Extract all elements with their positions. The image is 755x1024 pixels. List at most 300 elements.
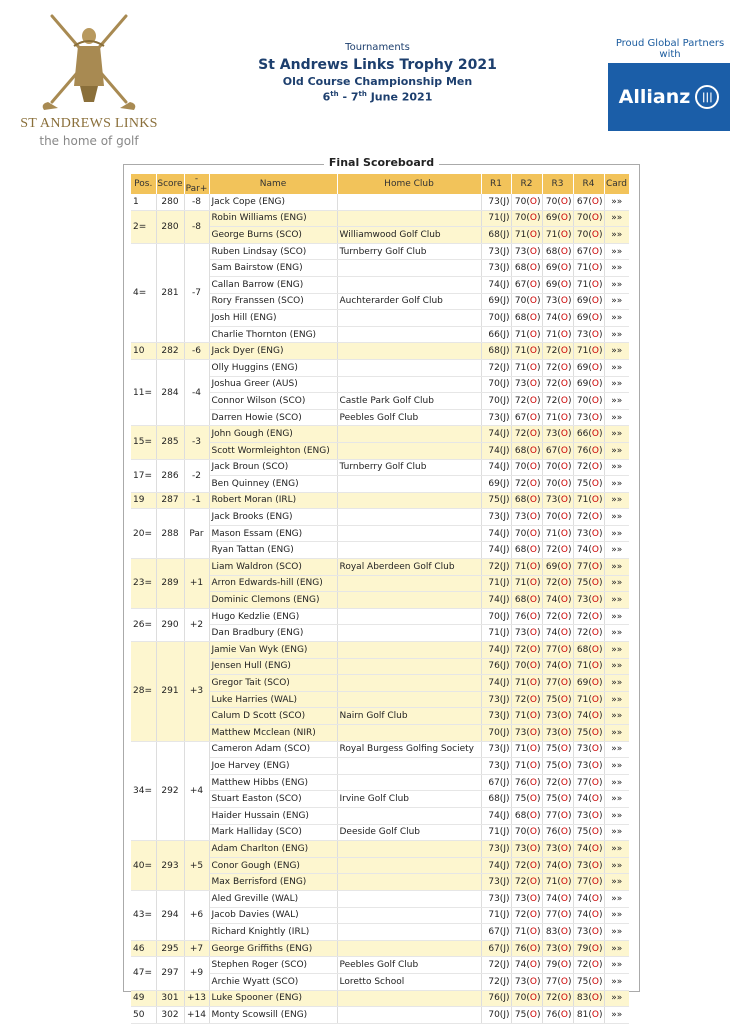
player-row	[131, 194, 629, 210]
group-par: -8	[184, 194, 209, 210]
scorecard-link[interactable]: »»	[604, 426, 629, 443]
round-1-score: 73(J)	[481, 890, 511, 907]
logo-brand-text: ST ANDREWS LINKS	[20, 116, 158, 131]
player-name: Joe Harvey (ENG)	[209, 758, 337, 775]
round-3-score: 74(O)	[542, 857, 573, 874]
round-3-score: 74(O)	[542, 625, 573, 642]
player-row	[131, 608, 629, 625]
round-4-score: 73(O)	[573, 857, 604, 874]
group-pos: 43=	[131, 890, 156, 940]
group-par: -1	[184, 492, 209, 509]
round-3-score: 67(O)	[542, 442, 573, 459]
scoreboard-header-row	[131, 174, 629, 194]
scorecard-link[interactable]: »»	[604, 293, 629, 310]
group-par: +1	[184, 559, 209, 609]
round-3-score: 72(O)	[542, 608, 573, 625]
round-1-score: 70(J)	[481, 608, 511, 625]
home-club: Royal Aberdeen Golf Club	[337, 559, 481, 576]
round-2-score: 72(O)	[511, 691, 542, 708]
round-3-score: 77(O)	[542, 907, 573, 924]
scorecard-link[interactable]: »»	[604, 359, 629, 376]
home-club	[337, 807, 481, 824]
scorecard-link[interactable]: »»	[604, 708, 629, 725]
round-4-score: 71(O)	[573, 343, 604, 360]
player-name: Haider Hussain (ENG)	[209, 807, 337, 824]
scorecard-link[interactable]: »»	[604, 890, 629, 907]
round-2-score: 68(O)	[511, 592, 542, 609]
round-1-score: 76(J)	[481, 990, 511, 1007]
column-header: Score	[156, 174, 184, 194]
round-1-score: 72(J)	[481, 359, 511, 376]
home-club	[337, 359, 481, 376]
scorecard-link[interactable]: »»	[604, 824, 629, 841]
scorecard-link[interactable]: »»	[604, 343, 629, 360]
round-2-score: 71(O)	[511, 741, 542, 758]
column-header: R2	[511, 174, 542, 194]
round-3-score: 72(O)	[542, 990, 573, 1007]
round-1-score: 73(J)	[481, 260, 511, 277]
group-par: +9	[184, 957, 209, 990]
round-1-score: 70(J)	[481, 725, 511, 742]
home-club	[337, 642, 481, 659]
group-score: 282	[156, 343, 184, 360]
round-2-score: 73(O)	[511, 625, 542, 642]
scorecard-link[interactable]: »»	[604, 691, 629, 708]
round-1-score: 70(J)	[481, 1007, 511, 1024]
round-2-score: 71(O)	[511, 708, 542, 725]
round-1-score: 68(J)	[481, 791, 511, 808]
partner-text: Proud Global Partners with	[615, 38, 725, 60]
home-club	[337, 841, 481, 858]
round-2-score: 73(O)	[511, 725, 542, 742]
group-par: +6	[184, 890, 209, 940]
logo-tagline: the home of golf	[39, 134, 139, 148]
player-row	[131, 492, 629, 509]
round-1-score: 74(J)	[481, 426, 511, 443]
home-club	[337, 260, 481, 277]
scorecard-link[interactable]: »»	[604, 310, 629, 327]
round-3-score: 69(O)	[542, 210, 573, 227]
scorecard-link[interactable]: »»	[604, 442, 629, 459]
round-3-score: 73(O)	[542, 293, 573, 310]
round-4-score: 72(O)	[573, 459, 604, 476]
player-row	[131, 642, 629, 659]
column-header: Pos.	[131, 174, 156, 194]
player-row	[131, 741, 629, 758]
round-1-score: 69(J)	[481, 476, 511, 493]
round-2-score: 72(O)	[511, 642, 542, 659]
round-4-score: 74(O)	[573, 708, 604, 725]
round-3-score: 77(O)	[542, 675, 573, 692]
group-par: -8	[184, 210, 209, 243]
round-1-score: 70(J)	[481, 393, 511, 410]
home-club	[337, 310, 481, 327]
group-par: +2	[184, 608, 209, 641]
round-2-score: 72(O)	[511, 907, 542, 924]
round-1-score: 73(J)	[481, 194, 511, 210]
round-4-score: 72(O)	[573, 625, 604, 642]
round-3-score: 70(O)	[542, 194, 573, 210]
home-club	[337, 608, 481, 625]
round-4-score: 83(O)	[573, 990, 604, 1007]
round-3-score: 72(O)	[542, 359, 573, 376]
player-name: Jacob Davies (WAL)	[209, 907, 337, 924]
group-par: +3	[184, 642, 209, 742]
scorecard-link[interactable]: »»	[604, 276, 629, 293]
round-1-score: 67(J)	[481, 774, 511, 791]
round-3-score: 70(O)	[542, 476, 573, 493]
round-4-score: 69(O)	[573, 310, 604, 327]
player-row	[131, 559, 629, 576]
scorecard-link[interactable]: »»	[604, 194, 629, 210]
round-1-score: 74(J)	[481, 857, 511, 874]
home-club: Deeside Golf Club	[337, 824, 481, 841]
group-pos: 49	[131, 990, 156, 1007]
round-2-score: 68(O)	[511, 442, 542, 459]
round-2-score: 72(O)	[511, 857, 542, 874]
group-pos: 34=	[131, 741, 156, 841]
round-4-score: 73(O)	[573, 326, 604, 343]
round-3-score: 69(O)	[542, 559, 573, 576]
round-4-score: 69(O)	[573, 376, 604, 393]
scorecard-link[interactable]: »»	[604, 210, 629, 227]
tournament-header	[200, 42, 555, 104]
scorecard-link[interactable]: »»	[604, 807, 629, 824]
player-name: Calum D Scott (SCO)	[209, 708, 337, 725]
event-subtitle: Old Course Championship Men	[282, 75, 473, 88]
player-name: Richard Knightly (IRL)	[209, 924, 337, 941]
player-name: Luke Spooner (ENG)	[209, 990, 337, 1007]
group-score: 291	[156, 642, 184, 742]
player-name: Josh Hill (ENG)	[209, 310, 337, 327]
scorecard-link[interactable]: »»	[604, 924, 629, 941]
group-par: +14	[184, 1007, 209, 1024]
player-name: Monty Scowsill (ENG)	[209, 1007, 337, 1024]
scorecard-link[interactable]: »»	[604, 874, 629, 891]
player-name: John Gough (ENG)	[209, 426, 337, 443]
scorecard-link[interactable]: »»	[604, 741, 629, 758]
round-3-score: 69(O)	[542, 276, 573, 293]
round-3-score: 73(O)	[542, 708, 573, 725]
player-row	[131, 210, 629, 227]
group-pos: 1	[131, 194, 156, 210]
round-1-score: 73(J)	[481, 409, 511, 426]
round-1-score: 72(J)	[481, 559, 511, 576]
scorecard-link[interactable]: »»	[604, 725, 629, 742]
round-2-score: 68(O)	[511, 807, 542, 824]
round-1-score: 71(J)	[481, 210, 511, 227]
scorecard-link[interactable]: »»	[604, 409, 629, 426]
allianz-logo[interactable]: Allianz |||	[608, 63, 730, 131]
round-1-score: 74(J)	[481, 675, 511, 692]
player-name: Hugo Kedzlie (ENG)	[209, 608, 337, 625]
scorecard-link[interactable]: »»	[604, 957, 629, 974]
home-club	[337, 758, 481, 775]
home-club	[337, 492, 481, 509]
scorecard-link[interactable]: »»	[604, 907, 629, 924]
round-2-score: 71(O)	[511, 559, 542, 576]
round-2-score: 71(O)	[511, 359, 542, 376]
round-4-score: 73(O)	[573, 525, 604, 542]
round-4-score: 74(O)	[573, 907, 604, 924]
player-name: Stephen Roger (SCO)	[209, 957, 337, 974]
round-4-score: 69(O)	[573, 293, 604, 310]
scorecard-link[interactable]: »»	[604, 608, 629, 625]
scorecard-link[interactable]: »»	[604, 774, 629, 791]
round-4-score: 75(O)	[573, 725, 604, 742]
round-4-score: 74(O)	[573, 841, 604, 858]
round-2-score: 70(O)	[511, 824, 542, 841]
player-name: Ryan Tattan (ENG)	[209, 542, 337, 559]
group-pos: 47=	[131, 957, 156, 990]
round-4-score: 73(O)	[573, 807, 604, 824]
home-club	[337, 675, 481, 692]
round-3-score: 73(O)	[542, 940, 573, 957]
round-3-score: 77(O)	[542, 973, 573, 990]
round-3-score: 79(O)	[542, 957, 573, 974]
round-4-score: 71(O)	[573, 276, 604, 293]
group-score: 294	[156, 890, 184, 940]
round-1-score: 69(J)	[481, 293, 511, 310]
round-1-score: 73(J)	[481, 758, 511, 775]
home-club: Turnberry Golf Club	[337, 243, 481, 260]
home-club	[337, 691, 481, 708]
round-4-score: 69(O)	[573, 359, 604, 376]
group-par: -3	[184, 426, 209, 459]
scorecard-link[interactable]: »»	[604, 575, 629, 592]
player-name: Stuart Easton (SCO)	[209, 791, 337, 808]
home-club	[337, 658, 481, 675]
scorecard-link[interactable]: »»	[604, 326, 629, 343]
scorecard-link[interactable]: »»	[604, 476, 629, 493]
group-pos: 17=	[131, 459, 156, 492]
group-score: 292	[156, 741, 184, 841]
scorecard-link[interactable]: »»	[604, 990, 629, 1007]
scorecard-link[interactable]: »»	[604, 393, 629, 410]
player-name: Arron Edwards-hill (ENG)	[209, 575, 337, 592]
round-4-score: 81(O)	[573, 1007, 604, 1024]
group-pos: 4=	[131, 243, 156, 343]
home-club: Castle Park Golf Club	[337, 393, 481, 410]
round-3-score: 73(O)	[542, 841, 573, 858]
round-2-score: 68(O)	[511, 260, 542, 277]
player-name: George Burns (SCO)	[209, 227, 337, 244]
scorecard-link[interactable]: »»	[604, 625, 629, 642]
round-3-score: 72(O)	[542, 575, 573, 592]
scorecard-link[interactable]: »»	[604, 525, 629, 542]
home-club: Peebles Golf Club	[337, 957, 481, 974]
round-3-score: 72(O)	[542, 376, 573, 393]
player-name: Jack Broun (SCO)	[209, 459, 337, 476]
round-1-score: 70(J)	[481, 310, 511, 327]
group-score: 289	[156, 559, 184, 609]
scorecard-link[interactable]: »»	[604, 509, 629, 526]
round-3-score: 75(O)	[542, 791, 573, 808]
round-3-score: 72(O)	[542, 393, 573, 410]
group-par: Par	[184, 509, 209, 559]
round-3-score: 74(O)	[542, 658, 573, 675]
home-club	[337, 1007, 481, 1024]
round-4-score: 68(O)	[573, 642, 604, 659]
column-header: R3	[542, 174, 573, 194]
column-header: Card	[604, 174, 629, 194]
partner-banner[interactable]	[606, 38, 734, 131]
round-2-score: 71(O)	[511, 675, 542, 692]
group-score: 290	[156, 608, 184, 641]
scorecard-link[interactable]: »»	[604, 542, 629, 559]
scorecard-link[interactable]: »»	[604, 459, 629, 476]
scorecard-link[interactable]: »»	[604, 642, 629, 659]
player-row	[131, 957, 629, 974]
scoreboard-title: Final Scoreboard	[324, 156, 439, 169]
player-name: Jack Cope (ENG)	[209, 194, 337, 210]
group-par: -4	[184, 359, 209, 425]
round-3-score: 71(O)	[542, 326, 573, 343]
round-1-score: 71(J)	[481, 907, 511, 924]
group-score: 285	[156, 426, 184, 459]
round-1-score: 74(J)	[481, 542, 511, 559]
round-2-score: 71(O)	[511, 326, 542, 343]
player-name: Robin Williams (ENG)	[209, 210, 337, 227]
player-row	[131, 243, 629, 260]
group-par: +13	[184, 990, 209, 1007]
scorecard-link[interactable]: »»	[604, 791, 629, 808]
scorecard-link[interactable]: »»	[604, 973, 629, 990]
round-1-score: 74(J)	[481, 642, 511, 659]
round-2-score: 67(O)	[511, 409, 542, 426]
player-name: Aled Greville (WAL)	[209, 890, 337, 907]
round-2-score: 72(O)	[511, 874, 542, 891]
round-1-score: 73(J)	[481, 708, 511, 725]
scorecard-link[interactable]: »»	[604, 1007, 629, 1024]
round-4-score: 71(O)	[573, 260, 604, 277]
round-2-score: 73(O)	[511, 376, 542, 393]
group-score: 286	[156, 459, 184, 492]
round-2-score: 74(O)	[511, 957, 542, 974]
player-name: Jack Dyer (ENG)	[209, 343, 337, 360]
round-4-score: 74(O)	[573, 890, 604, 907]
round-3-score: 70(O)	[542, 509, 573, 526]
round-2-score: 68(O)	[511, 310, 542, 327]
player-name: Conor Gough (ENG)	[209, 857, 337, 874]
round-2-score: 71(O)	[511, 227, 542, 244]
group-score: 301	[156, 990, 184, 1007]
round-1-score: 74(J)	[481, 459, 511, 476]
player-name: Matthew Mcclean (NIR)	[209, 725, 337, 742]
group-score: 281	[156, 243, 184, 343]
round-4-score: 71(O)	[573, 492, 604, 509]
round-4-score: 75(O)	[573, 824, 604, 841]
group-score: 293	[156, 841, 184, 891]
scorecard-link[interactable]: »»	[604, 243, 629, 260]
player-name: Mason Essam (ENG)	[209, 525, 337, 542]
player-name: Olly Huggins (ENG)	[209, 359, 337, 376]
round-1-score: 72(J)	[481, 973, 511, 990]
scorecard-link[interactable]: »»	[604, 675, 629, 692]
round-3-score: 75(O)	[542, 758, 573, 775]
scorecard-link[interactable]: »»	[604, 227, 629, 244]
player-name: Joshua Greer (AUS)	[209, 376, 337, 393]
group-pos: 46	[131, 940, 156, 957]
scorecard-link[interactable]: »»	[604, 841, 629, 858]
player-name: Liam Waldron (SCO)	[209, 559, 337, 576]
home-club	[337, 542, 481, 559]
round-1-score: 71(J)	[481, 824, 511, 841]
home-club	[337, 857, 481, 874]
round-3-score: 71(O)	[542, 409, 573, 426]
round-2-score: 73(O)	[511, 243, 542, 260]
player-name: George Griffiths (ENG)	[209, 940, 337, 957]
home-club	[337, 725, 481, 742]
player-name: Ruben Lindsay (SCO)	[209, 243, 337, 260]
group-score: 297	[156, 957, 184, 990]
round-4-score: 71(O)	[573, 658, 604, 675]
round-1-score: 74(J)	[481, 592, 511, 609]
round-1-score: 73(J)	[481, 741, 511, 758]
scorecard-link[interactable]: »»	[604, 857, 629, 874]
round-4-score: 67(O)	[573, 194, 604, 210]
home-club	[337, 476, 481, 493]
scorecard-link[interactable]: »»	[604, 376, 629, 393]
home-club	[337, 774, 481, 791]
round-1-score: 71(J)	[481, 575, 511, 592]
round-4-score: 73(O)	[573, 758, 604, 775]
player-name: Max Berrisford (ENG)	[209, 874, 337, 891]
group-pos: 10	[131, 343, 156, 360]
round-3-score: 72(O)	[542, 542, 573, 559]
scorecard-link[interactable]: »»	[604, 658, 629, 675]
column-header: -Par+	[185, 174, 208, 194]
home-club	[337, 194, 481, 210]
round-2-score: 70(O)	[511, 525, 542, 542]
home-club	[337, 907, 481, 924]
round-1-score: 68(J)	[481, 227, 511, 244]
round-2-score: 70(O)	[511, 658, 542, 675]
scorecard-link[interactable]: »»	[604, 940, 629, 957]
round-1-score: 74(J)	[481, 276, 511, 293]
group-par: -6	[184, 343, 209, 360]
player-name: Robert Moran (IRL)	[209, 492, 337, 509]
round-4-score: 77(O)	[573, 874, 604, 891]
round-2-score: 70(O)	[511, 990, 542, 1007]
tournaments-link[interactable]: Tournaments	[345, 42, 410, 53]
scorecard-link[interactable]: »»	[604, 260, 629, 277]
round-4-score: 77(O)	[573, 774, 604, 791]
player-name: Archie Wyatt (SCO)	[209, 973, 337, 990]
group-pos: 28=	[131, 642, 156, 742]
round-1-score: 71(J)	[481, 625, 511, 642]
player-name: Callan Barrow (ENG)	[209, 276, 337, 293]
st-andrews-logo	[14, 6, 164, 151]
round-2-score: 75(O)	[511, 1007, 542, 1024]
group-pos: 23=	[131, 559, 156, 609]
scorecard-link[interactable]: »»	[604, 592, 629, 609]
scorecard-link[interactable]: »»	[604, 559, 629, 576]
round-4-score: 74(O)	[573, 791, 604, 808]
round-2-score: 72(O)	[511, 393, 542, 410]
scorecard-link[interactable]: »»	[604, 758, 629, 775]
round-3-score: 73(O)	[542, 725, 573, 742]
home-club	[337, 376, 481, 393]
home-club: Nairn Golf Club	[337, 708, 481, 725]
round-1-score: 73(J)	[481, 874, 511, 891]
group-pos: 15=	[131, 426, 156, 459]
round-3-score: 69(O)	[542, 260, 573, 277]
round-4-score: 67(O)	[573, 243, 604, 260]
round-4-score: 79(O)	[573, 940, 604, 957]
scorecard-link[interactable]: »»	[604, 492, 629, 509]
home-club: Turnberry Golf Club	[337, 459, 481, 476]
